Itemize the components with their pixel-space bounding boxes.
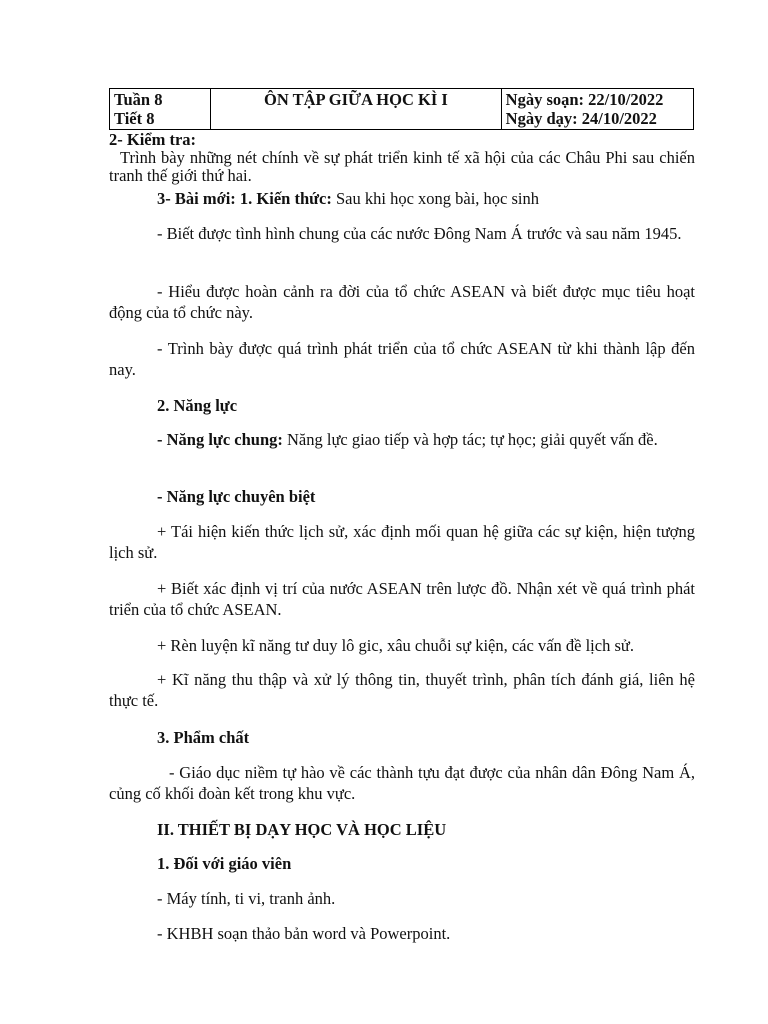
section-new-lesson [157, 188, 539, 209]
week-cell [110, 89, 211, 130]
knowledge-item-1: - Biết được tình hình chung của các nước Đông Nam Á trước và sau năm 1945. [157, 224, 682, 243]
knowledge-item-2: - Hiểu được hoàn cảnh ra đời của tổ chức ASEAN và biết được mục tiêu hoạt động của tổ chức này. [109, 282, 695, 322]
general-competence-label: - Năng lực chung: [157, 430, 283, 449]
specific-item-4: + Kĩ năng thu thập và xử lý thông tin, thuyết trình, phân tích đánh giá, liên hệ thực tế. [109, 670, 695, 710]
period-label: Tiết 8 [114, 109, 155, 128]
competence-heading: 2. Năng lực [157, 396, 238, 415]
dates-cell [501, 89, 693, 130]
specific-item-1: + Tái hiện kiến thức lịch sử, xác định mối quan hệ giữa các sự kiện, hiện tượng lịch sử. [109, 522, 695, 562]
check-question: Trình bày những nét chính về sự phát triển kinh tế xã hội của các Châu Phi sau chiến tranh thế giới thứ hai. [109, 148, 695, 185]
knowledge-item-3: - Trình bày được quá trình phát triển của tổ chức ASEAN từ khi thành lập đến nay. [109, 339, 695, 379]
header-table [109, 88, 694, 130]
general-competence-text: Năng lực giao tiếp và hợp tác; tự học; giải quyết vấn đề. [282, 430, 658, 449]
prep-date: Ngày soạn: 22/10/2022 [505, 90, 664, 109]
section-check-heading: 2- Kiểm tra: [109, 130, 197, 149]
teach-date: Ngày dạy: 24/10/2022 [505, 109, 657, 128]
week-label: Tuần 8 [114, 90, 163, 109]
specific-item-2: + Biết xác định vị trí của nước ASEAN trên lược đồ. Nhận xét về quá trình phát triển của tổ chức ASEAN. [109, 579, 695, 619]
teacher-item-2: - KHBH soạn thảo bản word và Powerpoint. [157, 924, 451, 943]
new-lesson-heading: 3- Bài mới: 1. Kiến thức: [157, 189, 332, 208]
lesson-title: ÔN TẬP GIỮA HỌC KÌ I [211, 89, 501, 130]
qualities-heading: 3. Phẩm chất [157, 728, 250, 747]
teacher-item-1: - Máy tính, ti vi, tranh ảnh. [157, 889, 336, 908]
new-lesson-intro: Sau khi học xong bài, học sinh [331, 189, 540, 208]
specific-item-3: + Rèn luyện kĩ năng tư duy lô gic, xâu chuỗi sự kiện, các vấn đề lịch sử. [157, 636, 634, 655]
qualities-text: - Giáo dục niềm tự hào về các thành tựu đạt được của nhân dân Đông Nam Á, củng cố khối đoàn kết trong khu vực. [109, 763, 695, 803]
general-competence [109, 429, 695, 450]
specific-competence-heading: - Năng lực chuyên biệt [157, 487, 316, 506]
equipment-heading: II. THIẾT BỊ DẠY HỌC VÀ HỌC LIỆU [157, 820, 447, 839]
teacher-heading: 1. Đối với giáo viên [157, 854, 292, 873]
